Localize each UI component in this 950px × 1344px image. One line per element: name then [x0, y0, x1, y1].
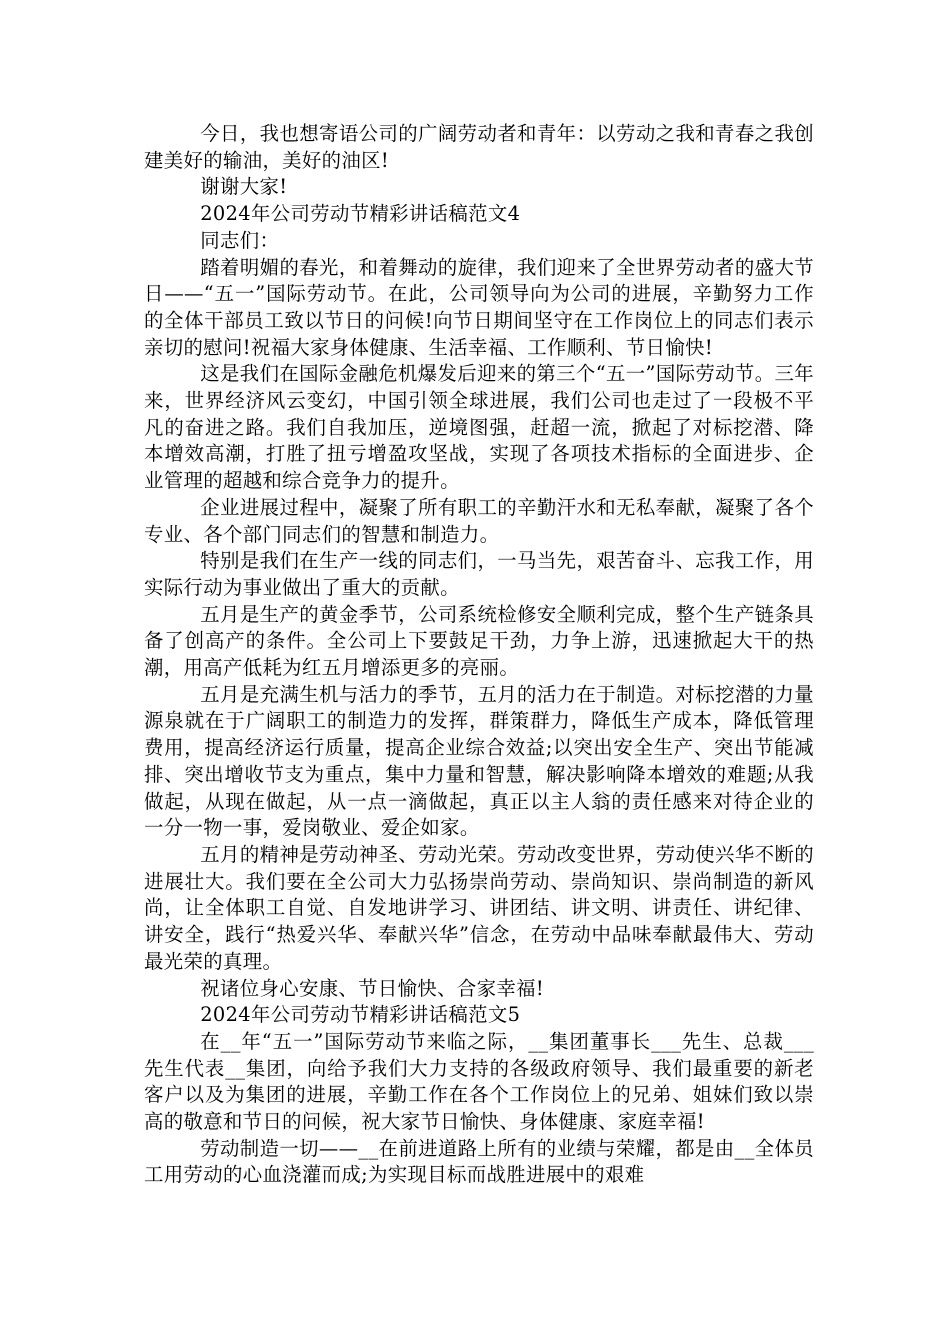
section-title-4: 2024年公司劳动节精彩讲话稿范文4 [200, 202, 521, 226]
paragraph: 这是我们在国际金融危机爆发后迎来的第三个“五一”国际劳动节。三年来，世界经济风云变幻，中国引领全球进展，我们公司也走过了一段极不平凡的奋进之路。我们自我加压，逆境图强，赶超一流，掀起了对标挖潜、降本增效高潮，打胜了扭亏增盈攻坚战，实现了各项技术指标的全面进步、企业管理的超越和综合竞争力的提升。 [144, 362, 814, 493]
salutation: 同志们： [200, 228, 280, 252]
paragraph: 企业进展过程中，凝聚了所有职工的辛勤汗水和无私奉献，凝聚了各个专业、各个部门同志们的智慧和制造力。 [144, 495, 814, 546]
paragraph: 五月是生产的黄金季节，公司系统检修安全顺利完成，整个生产链条具备了创高产的条件。全公司上下要鼓足干劲，力争上游，迅速掀起大干的热潮，用高产低耗为红五月增添更多的亮丽。 [144, 602, 814, 680]
paragraph-closing-wish: 今日，我也想寄语公司的广阔劳动者和青年：以劳动之我和青春之我创建美好的输油，美好的油区! [144, 122, 814, 172]
section-title-5: 2024年公司劳动节精彩讲话稿范文5 [200, 1003, 521, 1027]
paragraph: 特别是我们在生产一线的同志们，一马当先，艰苦奋斗、忘我工作，用实际行动为事业做出了重大的贡献。 [144, 549, 814, 599]
paragraph: 在__年“五一”国际劳动节来临之际，__集团董事长___先生、总裁___先生代表__集团，向给予我们大力支持的各级政府领导、我们最重要的新老客户以及为集团的进展，辛勤工作在各个工作岗位上的兄弟、姐妹们致以崇高的敬意和节日的问候，祝大家节日愉快、身体健康、家庭幸福! [144, 1029, 814, 1134]
paragraph: 五月的精神是劳动神圣、劳动光荣。劳动改变世界，劳动使兴华不断的进展壮大。我们要在全公司大力弘扬崇尚劳动、崇尚知识、崇尚制造的新风尚，让全体职工自觉、自发地讲学习、讲团结、讲文明、讲责任、讲纪律、讲安全，践行“热爱兴华、奉献兴华”信念，在劳动中品味奉献最伟大、劳动最光荣的真理。 [144, 842, 814, 973]
paragraph-thanks: 谢谢大家! [200, 175, 288, 199]
paragraph: 劳动制造一切——__在前进道路上所有的业绩与荣耀，都是由__全体员工用劳动的心血浇灌而成;为实现目标而战胜进展中的艰难 [144, 1136, 814, 1187]
paragraph: 五月是充满生机与活力的季节，五月的活力在于制造。对标挖潜的力量源泉就在于广阔职工的制造力的发挥，群策群力，降低生产成本，降低管理费用，提高经济运行质量，提高企业综合效益;以突出安全生产、突出节能减排、突出增收节支为重点，集中力量和智慧，解决影响降本增效的难题;从我做起，从现在做起，从一点一滴做起，真正以主人翁的责任感来对待企业的一分一物一事，爱岗敬业、爱企如家。 [144, 682, 814, 840]
paragraph-wishes: 祝诸位身心安康、节日愉快、合家幸福! [200, 976, 544, 1000]
document-body [144, 121, 814, 1189]
paragraph: 踏着明媚的春光，和着舞动的旋律，我们迎来了全世界劳动者的盛大节日——“五一”国际劳动节。在此，公司领导向为公司的进展，辛勤努力工作的全体干部员工致以节日的问候!向节日期间坚守在工作岗位上的同志们表示亲切的慰问!祝福大家身体健康、生活幸福、工作顺利、节日愉快! [144, 255, 814, 359]
